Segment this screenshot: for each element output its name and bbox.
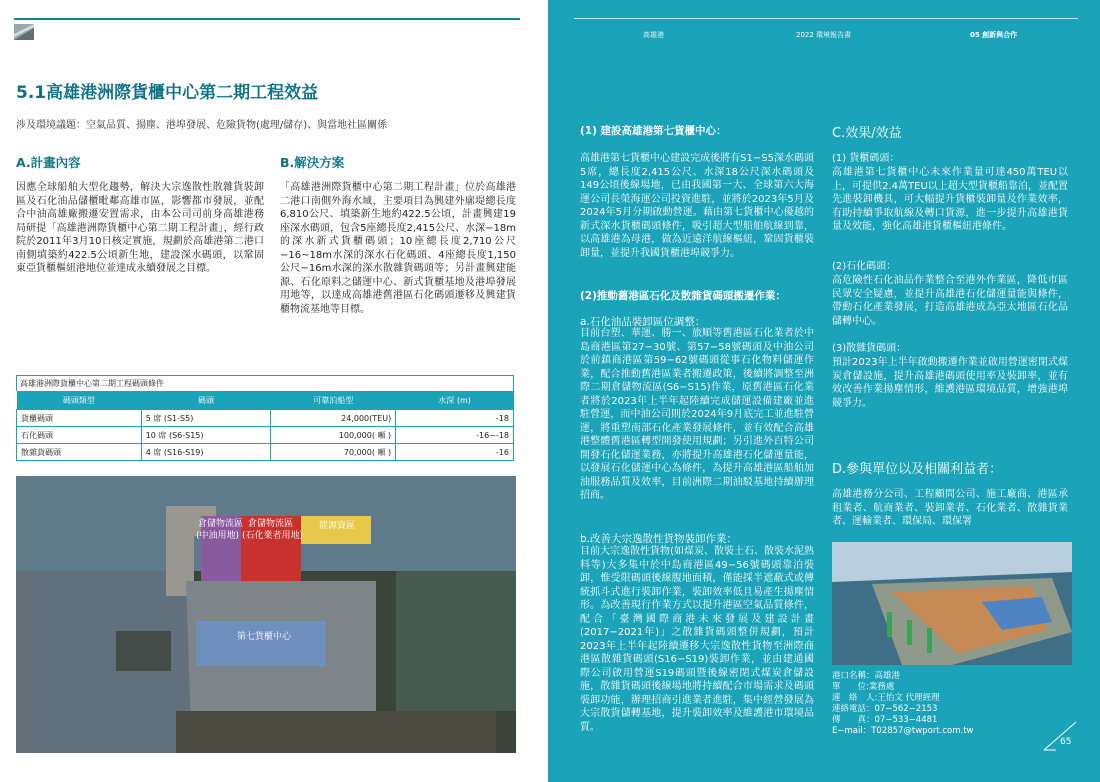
table-cell: 石化碼頭 <box>17 427 142 444</box>
c3-heading: (3)散雜貨碼頭： <box>832 343 907 354</box>
contact-line: 傳 真：07−533−4481 <box>832 715 938 725</box>
section-b-text: 「高雄港洲際貨櫃中心第二期工程計畫」位於高雄港二港口南側外海水域，主要項目為興建外廓堤總長度6,810公尺、填築新生地約422.5公頃，計畫興建19座深水碼頭，包含5座總長度2,415公尺、水深−18m的深水新式貨櫃碼頭；10座總長度2,710公尺−16~18m水深的深水石化碼頭、4座總長度1,150公尺−16m水深的深水散雜貨碼頭等；另計畫興建能源、石化原料之儲運中心、新式貨櫃基地及港埠發展用地等，以達成高雄港舊港區石化碼頭遷移及興建貨櫃物流基地等目標。 <box>280 182 516 315</box>
col-header: 水深 (m) <box>396 391 514 410</box>
contact-line: 單 位:業務處 <box>832 682 895 692</box>
terminal-photo <box>832 542 1072 665</box>
s2a-text: 目前台塑、華運、勝一、旅順等舊港區石化業者於中島商港區第27−30號、第57−58號碼頭及中油公司於前鎮商港區第59−62號碼頭從事石化物料儲運作業，配合推動舊港區業者搬遷政策，後續將調整至洲際二期倉儲物流區(S6−S15)作業，原舊港區石化業者將於2023年上半年起陸續完成儲運設備建廠並進駐營運，而中油公司則於2024年9月底完工並進駐營運，將重塑南部石化產業發展條件，並有效配合高雄港整體舊港區轉型開發使用規劃；另引進外百特公司開發石化儲運業務，亦將提升高雄港石化儲運量能，以發展石化儲運中心為條件，為提升高雄港區船舶加油服務品質及效率，目前洲際二期油駁基地持續辦理招商。 <box>580 328 814 501</box>
table-cell: 24,000(TEU) <box>271 410 396 427</box>
header-port: 高雄港 <box>643 31 664 39</box>
table-header-row <box>17 391 514 410</box>
page-title: 5.1高雄港洲際貨櫃中心第二期工程效益 <box>16 83 319 103</box>
table-cell: 散雜貨碼頭 <box>17 444 142 461</box>
page-number: 65 <box>1060 737 1072 747</box>
table-cell: -16~-18 <box>396 427 514 444</box>
c1-text: 高雄港第七貨櫃中心未來作業量可達450萬TEU以上，可提供2.4萬TEU以上超大型貨櫃船靠泊，並配置先進裝卸機具，可大幅提升貨櫃裝卸量及作業效率，有助持續爭取航線及轉口貨源，進一步提升高雄港貨量及效能，強化高雄港貨櫃樞紐港條件。 <box>832 167 1068 232</box>
c1-heading: (1) 貨櫃碼頭： <box>832 153 900 164</box>
port-aerial-map <box>16 476 516 753</box>
table-cell: 5 席 (S1-S5) <box>141 410 271 427</box>
map-label-zone3: 能源資區 <box>319 521 356 531</box>
s1-heading: (1) 建設高雄港第七貨櫃中心： <box>580 125 727 137</box>
contact-line: 港口名稱：高雄港 <box>832 671 901 681</box>
top-rule-right <box>574 18 1078 19</box>
section-a-heading: A.計畫內容 <box>16 155 81 170</box>
map-label-zone1: 倉儲物流區 <box>198 519 244 529</box>
table-row <box>17 410 514 427</box>
col-header: 碼頭 <box>141 391 271 410</box>
contact-line: 連 絡 人:王怡文 代理經理 <box>832 693 940 703</box>
s2a-heading: a.石化油品裝卸區位調整： <box>580 316 706 328</box>
left-page <box>0 0 548 782</box>
d-text: 高雄港務分公司、工程顧問公司、施工廠商、港區承租業者、航商業者、裝卸業者、石化業者、散雜貨業者、運輸業者、環保局、環保署 <box>832 489 1068 527</box>
contact-line: E−mail：T02857@twport.com.tw <box>832 726 974 736</box>
section-c-heading: C.效果/效益 <box>832 126 902 141</box>
map-label-zone2: 倉儲物流區 <box>248 519 294 529</box>
section-b-heading: B.解決方案 <box>280 155 345 170</box>
table-cell: 100,000( 噸 ) <box>271 427 396 444</box>
top-rule <box>14 18 520 20</box>
table-cell: -18 <box>396 410 514 427</box>
table-row <box>17 427 514 444</box>
header-chapter: 05 創新與合作 <box>970 31 1018 39</box>
table-cell: 貨櫃碼頭 <box>17 410 142 427</box>
table-row <box>17 444 514 461</box>
col-header: 碼頭類型 <box>17 391 142 410</box>
s1-text: 高雄港第七貨櫃中心建設完成後將有S1−S5深水碼頭5席，總長度2,415公尺、水深18公尺深水碼頭及149公頃後線場地，已由我國第一大、全球第六大海運公司長榮海運公司投資進駐，並將於2023年5月及2024年5月分期啟動營運。藉由第七貨櫃中心優越的新式深水貨櫃碼頭條件，吸引超大型船舶航線到靠，以高雄港為母港，做為近遠洋航線樞紐，鞏固貨櫃裝卸量，並提升我國貨櫃港埠競爭力。 <box>580 153 814 259</box>
report-logo-icon <box>14 24 34 40</box>
contact-info <box>832 671 974 737</box>
map-label-zone2-sub: (石化業者用地) <box>242 531 304 541</box>
map-label-terminal: 第七貨櫃中心 <box>237 632 292 642</box>
s2b-heading: b.改善大宗逸散性貨物裝卸作業： <box>580 533 738 545</box>
table-cell: -16 <box>396 444 514 461</box>
wharf-conditions-table <box>16 375 514 461</box>
page-slash-icon <box>1042 720 1078 752</box>
table-caption: 高雄港洲際貨櫃中心第二期工程碼頭條件 <box>16 375 514 391</box>
table-cell: 70,000( 噸 ) <box>271 444 396 461</box>
contact-line: 連絡電話：07−562−2153 <box>832 704 938 714</box>
s2-heading: (2)推動舊港區石化及散雜貨碼頭搬遷作業： <box>580 290 786 302</box>
environmental-issues: 涉及環境議題：空氣品質、揚塵、港埠發展、危險貨物(處理/儲存)、與當地社區關係 <box>16 120 388 131</box>
c3-text: 預計2023年上半年啟動搬遷作業並啟用營運密閉式煤炭倉儲設施，提升高雄港碼頭使用率及裝卸率，並有效改善作業揚塵情形，維護港區環境品質，增強港埠競爭力。 <box>832 357 1068 409</box>
c2-heading: (2)石化碼頭： <box>832 261 897 272</box>
c2-text: 高危險性石化油品作業整合至港外作業區，降低市區民眾安全疑慮，並提升高雄港石化儲運量能與條件，帶動石化產業發展，打造高雄港成為亞太地區石化品儲轉中心。 <box>832 275 1068 327</box>
map-label-zone1-sub: (中油用地) <box>196 531 240 541</box>
s2b-text: 目前大宗逸散性貨物(如煤炭、散裝土石、散裝水泥熟料等)大多集中於中島商港區49−56號碼頭靠泊裝卸，惟受限碼頭後線腹地面積，僅能採半遮蔽式或傳統抓斗式進行裝卸作業，裝卸效率低且易產生揚塵情形。為改善現行作業方式以提升港區空氣品質條件，配合「臺灣國際商港未來發展及建設計畫(2017−2021年)」之散雜貨碼頭整併規劃，預計2023年上半年起陸續遷移大宗逸散性貨物至洲際商港區散雜貨碼頭(S16−S19)裝卸作業，並由建通國際公司啟用營運S19碼頭暨後線密閉式煤炭倉儲設施，散雜貨碼頭後線場地將持續配合市場需求及碼頭裝卸功能，辦理招商引進業者進駐，集中經營發展為大宗散貨儲轉基地，提升裝卸效率及維護港市環境品質。 <box>580 546 814 733</box>
section-d-heading: D.參與單位以及相關利益者： <box>832 462 1003 477</box>
col-header: 可靠泊船型 <box>271 391 396 410</box>
header-report: 2022 環境報告書 <box>796 31 852 39</box>
table-cell: 10 席 (S6-S15) <box>141 427 271 444</box>
table-cell: 4 席 (S16-S19) <box>141 444 271 461</box>
section-a-text: 因應全球船舶大型化趨勢，解決大宗逸散性散雜貨裝卸區及石化油品儲櫃毗鄰高雄市區，影響都市發展，並配合中油高雄廠搬遷安置需求，由本公司司前身高雄港務局研提「高雄港洲際貨櫃中心第二期工程計畫」，經行政院於2011年3月10日核定實施，規劃於高雄港第二港口南側填築約422.5公頃新生地，建設深水碼頭，以鞏固東亞貨櫃樞紐港地位並達成永續發展之目標。 <box>16 182 264 274</box>
